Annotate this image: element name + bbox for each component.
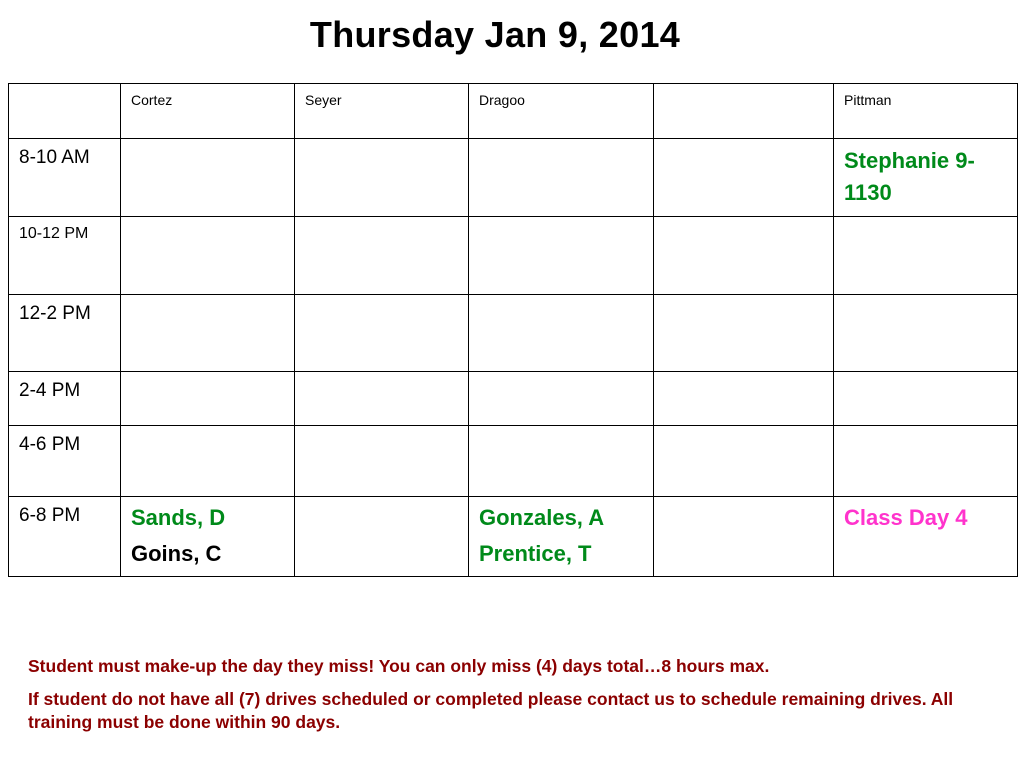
instructor-header: Pittman [834,84,1018,139]
corner-cell [9,84,121,139]
schedule-cell [834,426,1018,497]
schedule-cell [121,426,295,497]
student-entry: Sands, D [131,505,226,530]
time-slot: 6-8 PM [9,497,121,577]
student-entry: Goins, C [131,541,222,566]
header-row [9,84,1018,139]
schedule-cell [469,295,654,372]
page-title: Thursday Jan 9, 2014 [309,14,681,55]
schedule-cell [295,295,469,372]
instructor-header: Dragoo [469,84,654,139]
schedule-cell [121,295,295,372]
schedule-cell [469,139,654,217]
schedule-cell [121,217,295,295]
table-row [9,139,1018,217]
schedule-cell [469,426,654,497]
schedule-cell [834,217,1018,295]
table-row [9,426,1018,497]
schedule-cell [295,139,469,217]
time-slot: 4-6 PM [9,426,121,497]
time-slot: 12-2 PM [9,295,121,372]
table-row [9,295,1018,372]
makeup-policy-note: Student must make-up the day they miss! You can only miss (4) days total…8 hours max. [28,656,770,676]
time-slot: 2-4 PM [9,372,121,426]
schedule-cell [654,497,834,577]
schedule-cell [295,372,469,426]
schedule-cell [654,372,834,426]
schedule-cell [654,217,834,295]
student-entry: Gonzales, A [479,505,605,530]
policy-notes [28,655,998,744]
schedule-cell [834,295,1018,372]
schedule-cell [469,497,654,577]
schedule-cell [121,497,295,577]
schedule-cell [121,372,295,426]
student-entry: Stephanie 9-1130 [844,148,975,205]
table-row [9,217,1018,295]
schedule-cell [834,139,1018,217]
schedule-cell [654,139,834,217]
schedule-cell [295,217,469,295]
schedule-cell [295,497,469,577]
schedule-cell [469,372,654,426]
schedule-cell [654,426,834,497]
table-row [9,372,1018,426]
schedule-cell [654,295,834,372]
time-slot: 10-12 PM [9,217,121,295]
instructor-header [654,84,834,139]
instructor-header: Cortez [121,84,295,139]
student-entry: Prentice, T [479,541,592,566]
time-slot: 8-10 AM [9,139,121,217]
schedule-cell [469,217,654,295]
instructor-header: Seyer [295,84,469,139]
table-row [9,497,1018,577]
drives-policy-note: If student do not have all (7) drives scheduled or completed please contact us to schedule remaining drives. All training must be done within 90 days. [28,689,954,732]
class-day-entry: Class Day 4 [844,505,968,530]
schedule-cell [121,139,295,217]
schedule-table [8,83,1018,577]
schedule-cell [834,372,1018,426]
schedule-cell [295,426,469,497]
schedule-cell [834,497,1018,577]
